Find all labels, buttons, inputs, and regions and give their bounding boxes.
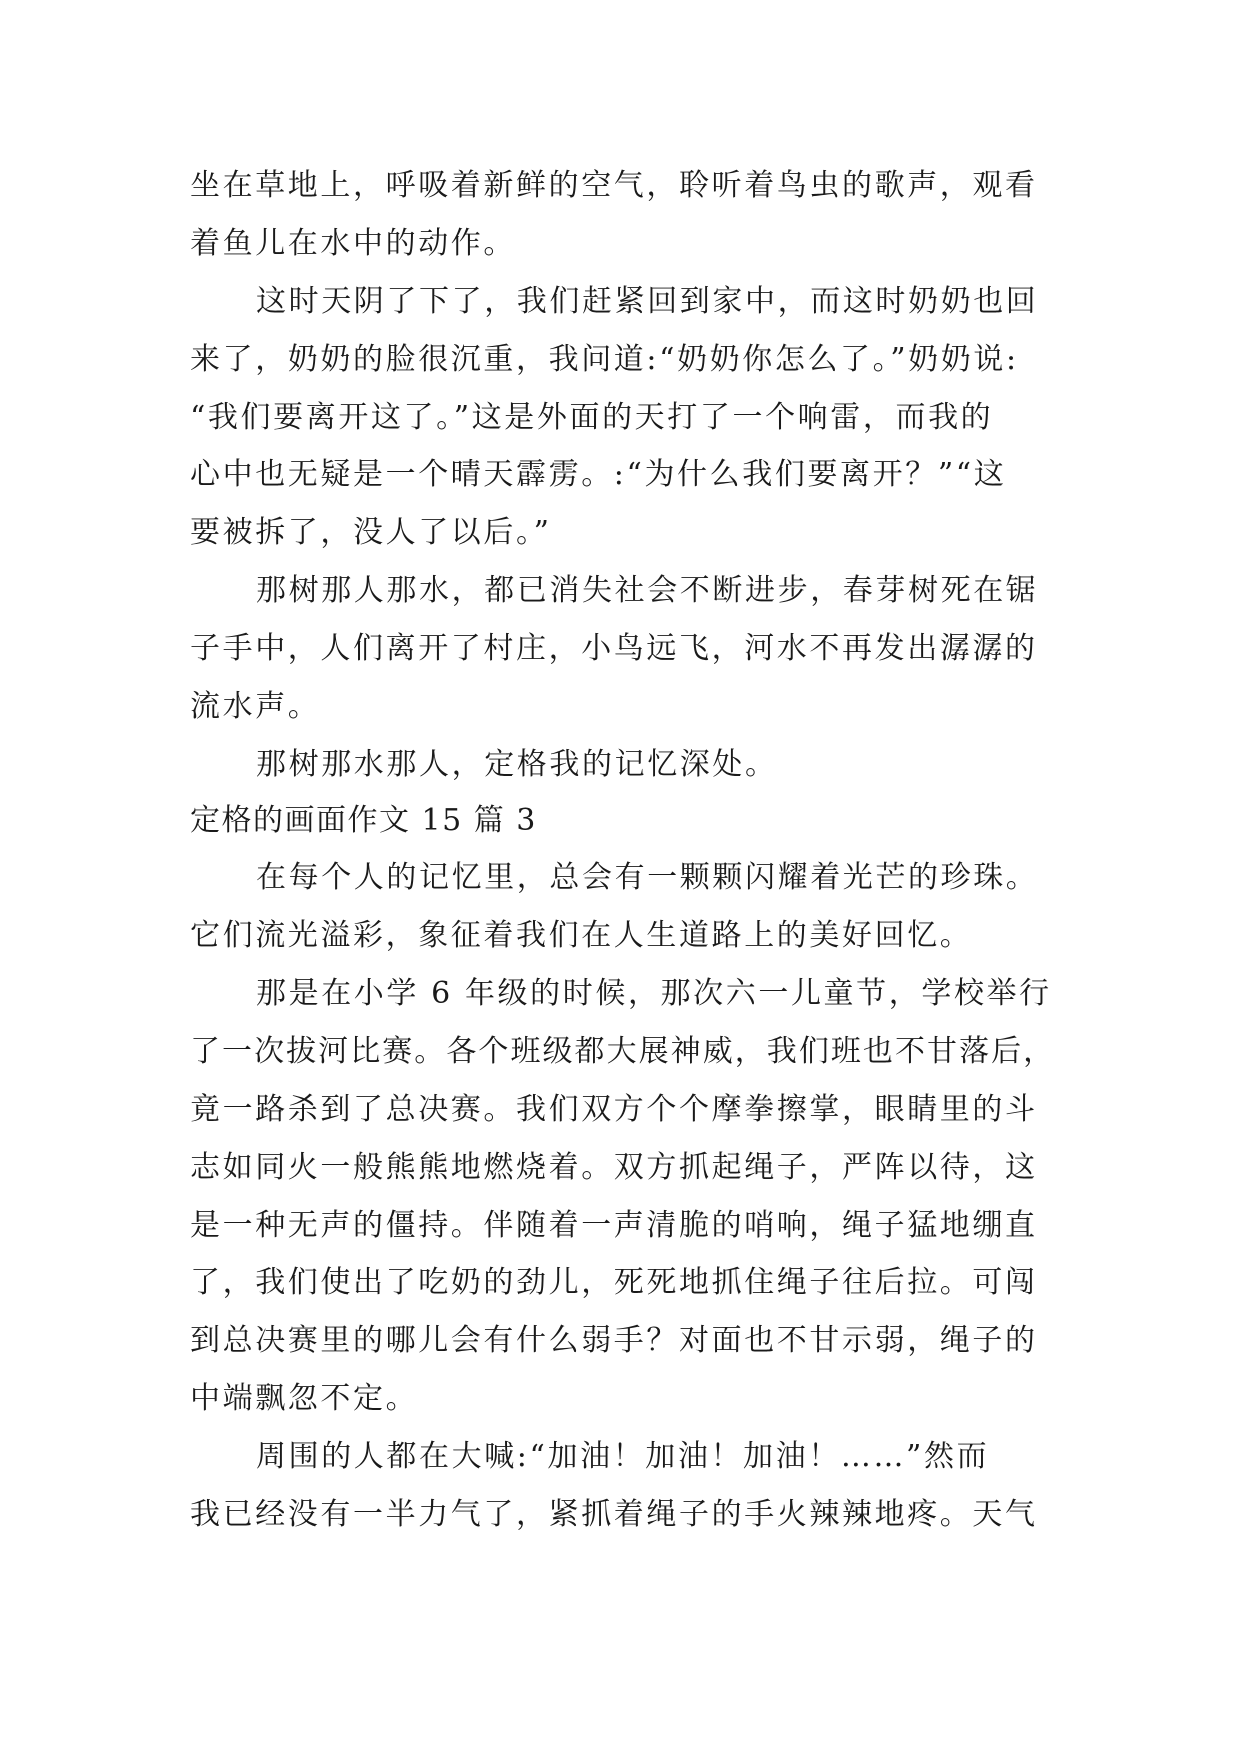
- text-line: 竟一路杀到了总决赛。我们双方个个摩拳擦掌，眼睛里的斗: [190, 1092, 1038, 1127]
- text-line: 流水声。: [190, 689, 321, 724]
- text-line: 那树那人那水，都已消失社会不断进步，春芽树死在锯: [256, 573, 1039, 608]
- text-line: 中端飘忽不定。: [190, 1381, 419, 1416]
- section-heading: 定格的画面作文 15 篇 3: [190, 803, 537, 838]
- text-line: 那是在小学 6 年级的时候，那次六一儿童节，学校举行: [256, 976, 1052, 1011]
- text-line: 要被拆了，没人了以后。”: [190, 515, 552, 550]
- text-line: 是一种无声的僵持。伴随着一声清脆的哨响，绳子猛地绷直: [190, 1208, 1038, 1243]
- text-line: 周围的人都在大喊:“加油！加油！加油！……”然而: [256, 1439, 990, 1474]
- text-line: 了，我们使出了吃奶的劲儿，死死地抓住绳子往后拉。可闯: [190, 1265, 1038, 1300]
- text-line: 到总决赛里的哪儿会有什么弱手？对面也不甘示弱，绳子的: [190, 1323, 1038, 1358]
- text-line: 我已经没有一半力气了，紧抓着绳子的手火辣辣地疼。天气: [190, 1497, 1038, 1532]
- text-line: 坐在草地上，呼吸着新鲜的空气，聆听着鸟虫的歌声，观看: [190, 168, 1038, 203]
- text-line: 这时天阴了下了，我们赶紧回到家中，而这时奶奶也回: [256, 284, 1039, 319]
- text-line: 那树那水那人，定格我的记忆深处。: [256, 747, 778, 782]
- text-line: 了一次拔河比赛。各个班级都大展神威，我们班也不甘落后，: [190, 1034, 1056, 1069]
- text-line: 志如同火一般熊熊地燃烧着。双方抓起绳子，严阵以待，这: [190, 1150, 1038, 1185]
- text-line: “我们要离开这了。”这是外面的天打了一个响雷，而我的: [190, 400, 994, 435]
- text-line: 来了，奶奶的脸很沉重，我问道:“奶奶你怎么了。”奶奶说:: [190, 342, 1019, 377]
- text-line: 子手中，人们离开了村庄，小鸟远飞，河水不再发出潺潺的: [190, 631, 1038, 666]
- text-line: 心中也无疑是一个晴天霹雳。:“为什么我们要离开？”“这: [190, 457, 1007, 492]
- text-line: 它们流光溢彩，象征着我们在人生道路上的美好回忆。: [190, 918, 973, 953]
- text-line: 着鱼儿在水中的动作。: [190, 226, 516, 261]
- text-line: 在每个人的记忆里，总会有一颗颗闪耀着光芒的珍珠。: [256, 860, 1039, 895]
